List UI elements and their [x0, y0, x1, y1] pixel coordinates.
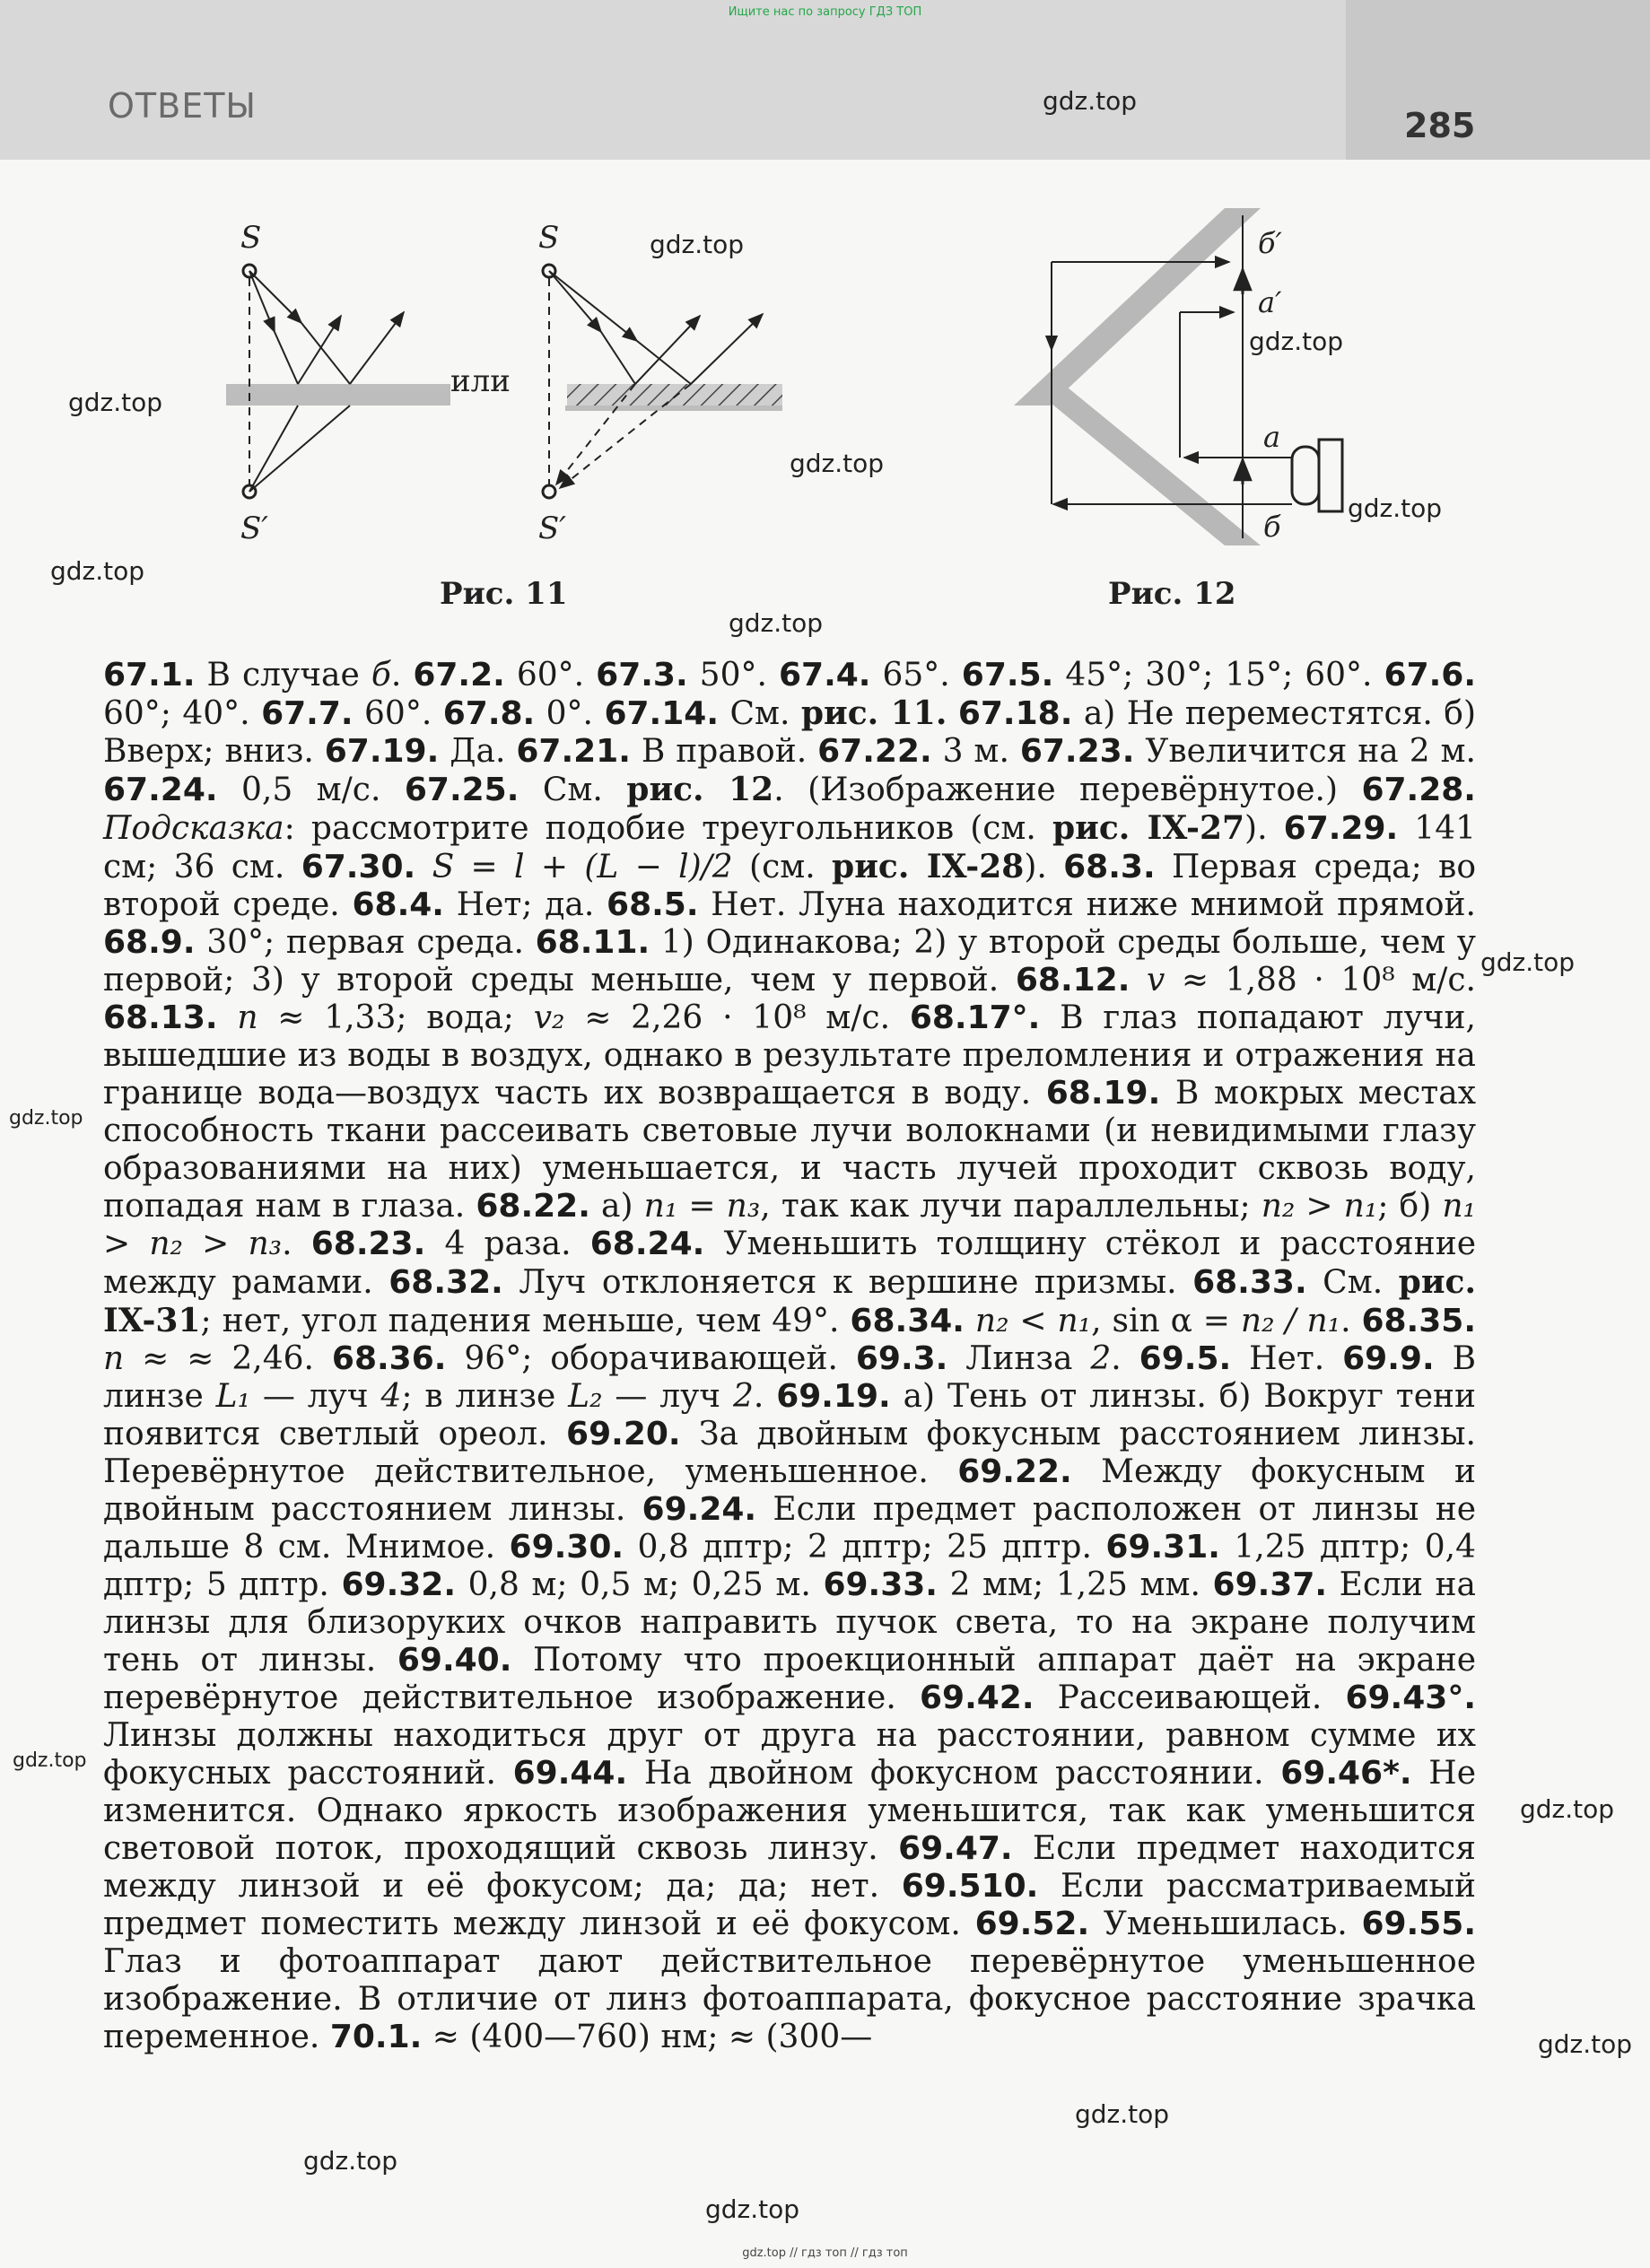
answer-number: 68.12.	[1015, 962, 1131, 999]
watermark: gdz.top	[9, 1107, 83, 1130]
answer-number: 68.34.	[850, 1303, 965, 1339]
italic-term: S = l + (L − l)/2	[432, 849, 733, 885]
answer-number: 68.5.	[607, 886, 699, 923]
answer-text: Не изменится. Однако яркость изображения уменьшится, так как уменьшится световой поток, проходящий сквозь линзу.	[103, 1755, 1476, 1867]
watermark: gdz.top	[13, 1749, 87, 1772]
answer-number: 67.3.	[596, 657, 688, 693]
answer-number: 67.6.	[1384, 657, 1477, 693]
label-s-prime-left: S′	[240, 510, 269, 546]
answer-text: Линзы должны находиться друг от друга на расстоянии, равном сумме их фокусных расстояний.	[103, 1717, 1476, 1792]
answer-number: 67.4.	[778, 657, 871, 693]
answer-text: В линзе	[103, 1340, 1477, 1415]
answer-number: 68.24.	[589, 1226, 705, 1262]
answer-text: ; нет, угол падения меньше, чем 49°.	[200, 1303, 851, 1339]
answer-number: 68.13.	[103, 999, 218, 1036]
italic-term: n₂ / n₁	[1240, 1303, 1341, 1339]
answer-text: .	[282, 1226, 311, 1262]
answer-number: 68.23.	[310, 1226, 426, 1262]
answer-number: 67.29.	[1283, 810, 1399, 847]
answer-text: а) Тень от линзы. б) Вокруг тени появится светлый ореол.	[103, 1378, 1477, 1452]
answer-text: ; в линзе	[401, 1378, 569, 1415]
answers-paragraph	[103, 657, 1476, 2056]
answer-text: Рассеивающей.	[1034, 1679, 1346, 1716]
answer-number: 68.4.	[352, 886, 444, 923]
watermark: gdz.top	[729, 608, 824, 638]
answer-text: , так как лучи параллельны;	[760, 1188, 1262, 1225]
italic-term: n	[237, 999, 258, 1036]
answer-number: 68.33.	[1192, 1264, 1307, 1301]
answer-text: За двойным фокусным расстоянием линзы. Перевёрнутое действительное, уменьшенное.	[103, 1416, 1476, 1490]
answer-text: В правой.	[630, 733, 818, 770]
answer-number: 67.30.	[301, 849, 416, 885]
answer-text: Если предмет расположен от линзы не дальше 8 см. Мнимое.	[103, 1491, 1476, 1566]
watermark: gdz.top	[68, 388, 163, 417]
answer-text: Луч отклоняется к вершине призмы.	[502, 1264, 1193, 1301]
answer-number: 67.8.	[442, 695, 536, 732]
answer-text: .	[1340, 1303, 1362, 1339]
answer-text: Нет. Луна находится ниже мнимой прямой.	[698, 886, 1476, 923]
answer-text: 4 раза.	[425, 1226, 590, 1262]
answer-number: 69.3.	[855, 1340, 948, 1377]
answer-text: На двойном фокусном расстоянии.	[627, 1755, 1281, 1792]
figure-reference: рис. IX-28	[832, 848, 1025, 885]
answer-number: 69.31.	[1105, 1529, 1220, 1566]
answer-number: 68.36.	[331, 1340, 447, 1377]
answer-text: 60°; 40°.	[103, 695, 262, 732]
answer-text: Первая среда; во второй среде.	[103, 849, 1476, 923]
answer-text: См.	[719, 695, 801, 732]
watermark: gdz.top	[1043, 86, 1138, 116]
italic-term: 4	[380, 1378, 402, 1415]
figure-reference: рис. 12	[626, 771, 774, 808]
figure-11-caption: Рис. 11	[440, 576, 568, 612]
watermark: gdz.top	[303, 2146, 398, 2176]
answer-text: 45°; 30°; 15°; 60°.	[1053, 657, 1384, 693]
image-star-right	[543, 485, 555, 498]
answer-number: 69.52.	[974, 1906, 1090, 1942]
mirror-lower	[1032, 388, 1261, 545]
answer-text: ≈ (400—760) нм; ≈ (300—	[422, 2019, 873, 2055]
figure-reference: рис. IX-27	[1052, 809, 1245, 847]
answer-number: 67.19.	[324, 733, 440, 770]
italic-term: n₂ > n₁	[1261, 1188, 1378, 1225]
answer-number: 67.21.	[516, 733, 631, 770]
answer-text: В мокрых местах способность ткани рассеивать световые лучи волокнами (и невидимыми глазу образованиями на них) уменьшается, и часть лучей проходит сквозь воду, попадая нам в глаза.	[103, 1075, 1476, 1225]
answer-number: 67.24.	[103, 772, 218, 808]
answer-text: , sin α =	[1091, 1303, 1241, 1339]
italic-term: n₂ < n₁	[974, 1303, 1092, 1339]
italic-term: n	[103, 1340, 125, 1377]
answer-number: 69.30.	[509, 1529, 624, 1566]
answer-number: 69.32.	[341, 1566, 457, 1603]
answer-text: Между фокусным и двойным расстоянием линзы.	[103, 1453, 1476, 1528]
answer-number: 69.44.	[512, 1755, 628, 1792]
mirror-right-hatched	[567, 384, 782, 406]
watermark: gdz.top	[1520, 1794, 1615, 1824]
answer-number: 69.46*.	[1280, 1755, 1412, 1792]
answer-number: 69.55.	[1361, 1906, 1476, 1942]
answer-text: 0°.	[535, 695, 605, 732]
answer-number: 69.24.	[642, 1491, 757, 1528]
answer-number: 68.35.	[1361, 1303, 1476, 1339]
answer-text: См.	[1306, 1264, 1399, 1301]
answer-number: 68.11.	[535, 924, 650, 961]
page-number: 285	[1404, 106, 1476, 145]
answer-text: Да.	[439, 733, 517, 770]
answer-text: Нет.	[1231, 1340, 1343, 1377]
answer-number: 69.43°.	[1345, 1679, 1476, 1716]
answer-text: — луч	[250, 1378, 381, 1415]
answer-text: Уменьшить толщину стёкол и расстояние между рамами.	[103, 1226, 1476, 1301]
answer-number: 69.5.	[1139, 1340, 1232, 1377]
answer-number: 68.3.	[1063, 849, 1156, 885]
answer-text: Нет; да.	[443, 886, 607, 923]
answer-number: 69.19.	[776, 1378, 891, 1415]
answer-text: .	[753, 1378, 777, 1415]
answer-number: 69.20.	[566, 1416, 681, 1452]
answer-number: 67.14.	[604, 695, 719, 732]
answer-text: 96°; оборачивающей.	[446, 1340, 856, 1377]
answer-number: 68.9.	[103, 924, 196, 961]
answer-text: 0,8 м; 0,5 м; 0,25 м.	[456, 1566, 824, 1603]
answer-text: 3 м.	[931, 733, 1020, 770]
watermark: gdz.top	[1538, 2029, 1633, 2059]
answer-text: 60°.	[504, 657, 597, 693]
answer-text: См.	[519, 772, 627, 808]
answer-text: В глаз попадают лучи, вышедшие из воды в воздух, однако в результате преломления и отражения на границе вода—воздух часть их возвращается в воду.	[103, 999, 1476, 1112]
answer-number: 68.32.	[388, 1264, 503, 1301]
answer-text: ≈ ≈ 2,46.	[124, 1340, 332, 1377]
answer-text: .	[1111, 1340, 1139, 1377]
answer-text: 2 мм; 1,25 мм.	[937, 1566, 1213, 1603]
answer-number: 68.17°.	[909, 999, 1041, 1036]
answer-text: В случае	[195, 657, 371, 693]
figure-12	[996, 197, 1400, 556]
answer-number: 69.9.	[1342, 1340, 1435, 1377]
answer-text: .	[390, 657, 414, 693]
watermark: gdz.top	[50, 556, 145, 586]
figure-11-or-word: или	[450, 363, 511, 399]
projector-lens	[1292, 447, 1319, 504]
figure-reference: рис. IX-31	[103, 1263, 1476, 1339]
answer-number: 67.23.	[1019, 733, 1135, 770]
answer-text: 65°.	[870, 657, 962, 693]
italic-term: L₁	[215, 1378, 251, 1415]
answer-number: 68.19.	[1045, 1075, 1161, 1112]
answer-number: 69.510.	[901, 1868, 1039, 1905]
answer-number: 67.2.	[413, 657, 505, 693]
answer-text: Уменьшилась.	[1089, 1906, 1362, 1942]
watermark: gdz.top	[1075, 2099, 1170, 2129]
answer-text: 50°.	[687, 657, 779, 693]
watermark: gdz.top	[1480, 947, 1576, 977]
figure-11	[215, 215, 799, 547]
watermark: gdz.top	[790, 449, 885, 478]
answer-text: : рассмотрите подобие треугольников (см.	[284, 810, 1052, 847]
answer-number: 67.7.	[261, 695, 354, 732]
answer-text: 141 см; 36 см.	[103, 810, 1477, 885]
bottom-strip: gdz.top // гдз топ // гдз топ	[742, 2246, 908, 2260]
top-banner: Ищите нас по запросу ГДЗ ТОП	[728, 5, 922, 19]
answer-text: 30°; первая среда.	[195, 924, 536, 961]
answer-number: 69.40.	[397, 1642, 512, 1679]
answer-text	[415, 849, 432, 885]
answer-text	[218, 999, 238, 1036]
answer-text: 60°.	[353, 695, 443, 732]
answer-number: 67.1.	[103, 657, 196, 693]
answer-text: 0,5 м/с.	[217, 772, 405, 808]
label-b-prime: б′	[1258, 226, 1282, 260]
answer-text: 1) Одинакова; 2) у второй среды больше, чем у первой; 3) у второй среды меньше, чем у первой.	[103, 924, 1476, 999]
answer-text: Глаз и фотоаппарат дают действительное перевёрнутое уменьшенное изображение. В отличие от линз фотоаппарата, фокусное расстояние зрачка переменное.	[103, 1943, 1476, 2055]
answer-text: Увеличится на 2 м.	[1134, 733, 1476, 770]
answer-number: 67.28.	[1361, 772, 1476, 808]
answer-number: 67.5.	[961, 657, 1054, 693]
answer-text: а) Не переместятся. б) Вверх; вниз.	[103, 695, 1477, 770]
answer-text: ; б)	[1377, 1188, 1443, 1225]
label-a-prime: a′	[1258, 285, 1282, 319]
answer-text: (см.	[732, 849, 833, 885]
answer-text: Если предмет находится между линзой и её фокусом; да; да; нет.	[103, 1830, 1477, 1905]
answer-text: ≈ 1,33; вода;	[258, 999, 534, 1036]
italic-term: 2	[1090, 1340, 1112, 1377]
page-section-title: ОТВЕТЫ	[108, 86, 257, 126]
header-corner-shade	[1346, 0, 1650, 160]
answer-text: Если на линзы для близоруких очков направить пучок света, то на экране получим тень от линзы.	[103, 1566, 1476, 1679]
answer-text: ≈ 1,88 · 10⁸ м/с.	[1165, 962, 1476, 999]
italic-term: 2	[732, 1378, 754, 1415]
answer-text	[965, 1303, 975, 1339]
italic-term: v	[1146, 962, 1165, 999]
answer-text: 0,8 дптр; 2 дптр; 25 дптр.	[624, 1529, 1106, 1566]
projector-body	[1319, 440, 1342, 511]
answer-number: 69.47.	[898, 1830, 1013, 1867]
answers-text	[103, 657, 1476, 2056]
watermark: gdz.top	[650, 230, 745, 259]
watermark: gdz.top	[705, 2194, 800, 2224]
answer-text: Если рассматриваемый предмет поместить между линзой и её фокусом.	[103, 1868, 1476, 1942]
answer-number: 67.22.	[817, 733, 932, 770]
answer-text: 1,25 дптр; 0,4 дптр; 5 дптр.	[103, 1529, 1476, 1603]
italic-term: n₁ = n₃	[643, 1188, 761, 1225]
figure-reference: рис. 11.	[800, 694, 947, 732]
answer-text	[1130, 962, 1147, 999]
answer-number: 69.42.	[919, 1679, 1035, 1716]
answer-text: — луч	[602, 1378, 733, 1415]
italic-term: б	[371, 657, 391, 693]
answer-number: 68.22.	[476, 1188, 590, 1225]
label-s-right: S	[538, 220, 560, 256]
answer-text: Линза	[947, 1340, 1091, 1377]
mirror-left	[226, 384, 450, 406]
label-s-prime-right: S′	[538, 510, 567, 546]
answer-number: 70.1.	[329, 2019, 423, 2055]
answer-number: 69.33.	[823, 1566, 938, 1603]
label-a: a	[1263, 420, 1281, 454]
answer-number: 67.25.	[404, 772, 519, 808]
answer-number: 67.18.	[957, 695, 1073, 732]
watermark: gdz.top	[1249, 327, 1344, 356]
answer-text: а)	[589, 1188, 644, 1225]
italic-term: n₁ > n₂ > n₃	[103, 1188, 1476, 1262]
answer-number: 69.37.	[1212, 1566, 1328, 1603]
answer-text: . (Изображение перевёрнутое.)	[773, 772, 1362, 808]
answer-text	[947, 695, 957, 732]
label-b: б	[1263, 510, 1281, 544]
watermark: gdz.top	[1348, 493, 1443, 523]
answer-text: ≈ 2,26 · 10⁸ м/с.	[564, 999, 910, 1036]
answer-text: Потому что проекционный аппарат даёт на экране перевёрнутое действительное изображение.	[103, 1642, 1477, 1716]
answer-text: ).	[1024, 849, 1064, 885]
answer-number: 69.22.	[957, 1453, 1072, 1490]
figure-12-caption: Рис. 12	[1108, 576, 1236, 612]
italic-term: Подсказка	[103, 810, 284, 847]
answer-text: ).	[1244, 810, 1284, 847]
italic-term: L₂	[568, 1378, 603, 1415]
italic-term: v₂	[533, 999, 565, 1036]
label-s-left: S	[240, 220, 262, 256]
